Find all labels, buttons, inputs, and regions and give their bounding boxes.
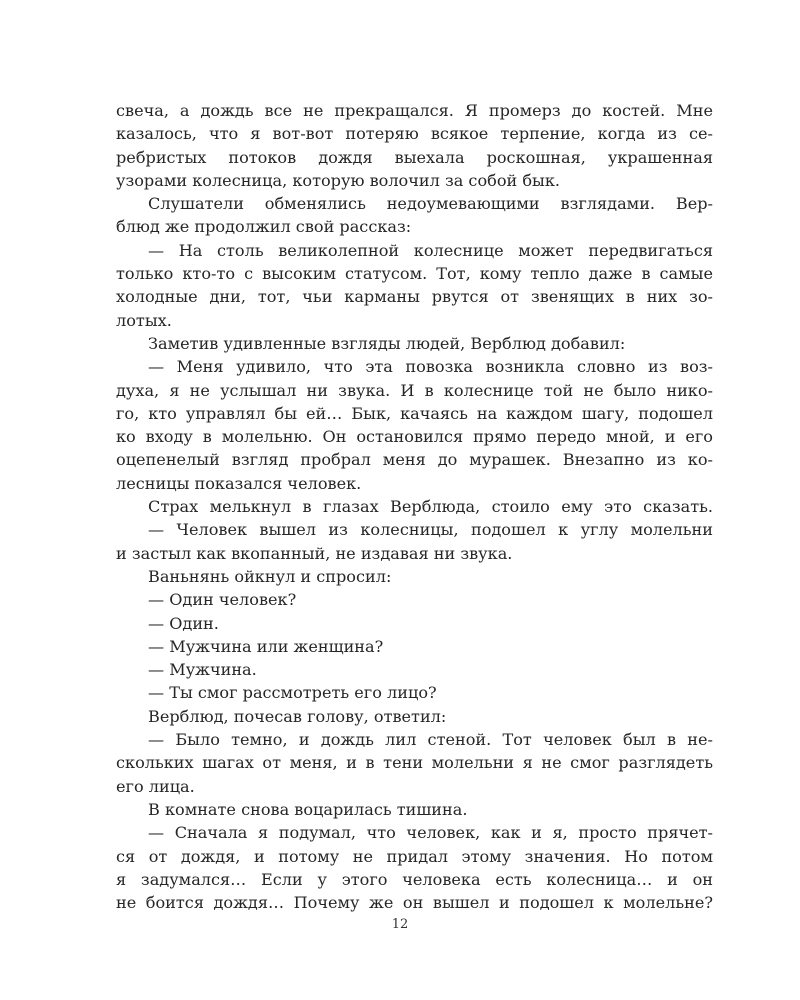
text-line: Верблюд, почесав голову, ответил: xyxy=(148,706,447,726)
text-line: лесницы показался человек. xyxy=(116,473,362,493)
text-line: его лица. xyxy=(116,776,195,796)
text-line: — Мужчина. xyxy=(148,660,257,680)
text-line: — Сначала я подумал, что человек, как и я, просто прячет- xyxy=(148,823,713,843)
text-line: духа, я не услышал ни звука. И в колеснице той не было нико- xyxy=(116,380,713,400)
text-line: и застыл как вкопанный, не издавая ни звука. xyxy=(116,543,513,563)
text-line: Заметив удивленные взгляды людей, Верблюд добавил: xyxy=(148,333,626,353)
text-line: — На столь великолепной колеснице может передвигаться xyxy=(148,240,713,260)
text-line: го, кто управлял бы ей… Бык, качаясь на каждом шагу, подошел xyxy=(116,403,713,423)
text-line: ко входу в молельню. Он остановился прямо передо мной, и его xyxy=(116,427,713,447)
text-line: ся от дождя, и потому не придал этому значения. Но потом xyxy=(116,846,713,866)
text-line: лотых. xyxy=(116,310,172,330)
text-line: свеча, а дождь все не прекращался. Я промерз до костей. Мне xyxy=(116,101,713,120)
text-line: В комнате снова воцарилась тишина. xyxy=(148,799,468,819)
text-line: узорами колесница, которую волочил за собой бык. xyxy=(116,170,561,190)
text-line: — Один человек? xyxy=(148,590,297,610)
text-line: холодные дни, тот, чьи карманы рвутся от звенящих в них зо- xyxy=(116,287,713,307)
page-text xyxy=(116,99,713,914)
text-line: — Ты смог рассмотреть его лицо? xyxy=(148,683,437,703)
text-line: — Меня удивило, что эта повозка возникла словно из воз- xyxy=(148,357,713,377)
page-number: 12 xyxy=(391,917,409,932)
text-line: Ваньнянь ойкнул и спросил: xyxy=(148,566,392,586)
text-line: казалось, что я вот-вот потеряю всякое терпение, когда из се- xyxy=(116,124,713,144)
text-line: Слушатели обменялись недоумевающими взглядами. Вер- xyxy=(148,194,713,214)
text-line: скольких шагах от меня, и в тени молельни я не смог разглядеть xyxy=(116,753,713,773)
text-line: — Один. xyxy=(148,613,219,633)
text-line: оцепенелый взгляд пробрал меня до мурашек. Внезапно из ко- xyxy=(116,450,713,470)
text-line: ребристых потоков дождя выехала роскошная, украшенная xyxy=(116,147,713,167)
text-line: только кто-то с высоким статусом. Тот, кому тепло даже в самые xyxy=(116,264,713,284)
text-line: — Человек вышел из колесницы, подошел к углу молельни xyxy=(148,520,713,540)
text-line: блюд же продолжил свой рассказ: xyxy=(116,217,412,237)
text-line: — Мужчина или женщина? xyxy=(148,636,384,656)
text-line: Страх мелькнул в глазах Верблюда, стоило ему это сказать. xyxy=(148,497,713,517)
text-line: я задумался… Если у этого человека есть колесница… и он xyxy=(116,869,713,889)
text-line: не боится дождя… Почему же он вышел и подошел к молельне? xyxy=(116,893,713,913)
text-line: — Было темно, и дождь лил стеной. Тот человек был в не- xyxy=(148,730,713,750)
